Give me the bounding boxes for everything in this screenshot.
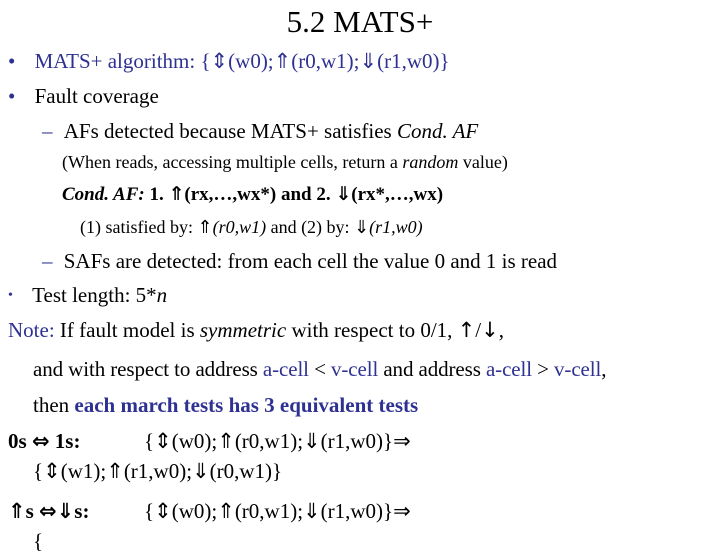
test-length-label: Test length: 5* (32, 283, 157, 307)
equiv-1-left: 0s (8, 429, 32, 453)
march-element-1: (w0); (228, 49, 274, 73)
satisfied-line (80, 218, 423, 237)
both-direction-arrow-icon: ⇕ (43, 459, 61, 483)
up-arrow-icon: ↑ (457, 318, 476, 342)
down-arrow-icon: ⇓ (335, 183, 352, 205)
down-arrow-icon: ⇓ (303, 429, 321, 453)
up-arrow-icon: ⇑ (273, 49, 292, 73)
cond-and: and 2. (276, 184, 336, 205)
equiv-2-left: s (25, 499, 40, 523)
note-line-2 (33, 359, 606, 380)
both-direction-arrow-icon: ⇕ (210, 49, 229, 73)
af-text: AFs detected because MATS+ satisfies (63, 119, 397, 143)
cond-1: (rx,…,wx*) (184, 184, 277, 205)
note-line2-end: , (601, 357, 607, 381)
equiv-1-line (8, 431, 80, 452)
equiv-2-right: s: (74, 499, 90, 523)
saf-line (42, 251, 557, 272)
note-line-1 (8, 320, 504, 341)
brace: { (33, 529, 44, 553)
march-element-2: (r0,w1); (291, 49, 360, 73)
note-gt: > (531, 357, 555, 381)
note-line-3 (33, 395, 418, 416)
note-lt: < (308, 357, 331, 381)
a-cell-term: a-cell (485, 357, 532, 381)
down-arrow-icon: ⇓ (192, 459, 210, 483)
slide-title: 5.2 MATS+ (286, 4, 434, 39)
march-element-3: (r1,w0)} (320, 429, 394, 453)
implies-arrow-icon: ⇒ (393, 499, 411, 523)
af-note-a: (When reads, accessing multiple cells, return a (62, 152, 403, 172)
bullet: • (8, 84, 16, 108)
up-arrow-icon: ⇑ (217, 429, 235, 453)
a-cell-term: a-cell (262, 357, 309, 381)
test-length-line (8, 285, 167, 306)
af-line (42, 121, 478, 142)
note-label: Note: (8, 318, 55, 342)
down-arrow-icon: ⇓ (56, 499, 75, 523)
equivalence-arrow-icon: ⇔ (39, 499, 57, 523)
cond-af-prefix: Cond. AF: (62, 184, 145, 205)
note-then: then (33, 393, 75, 417)
af-note (62, 153, 508, 171)
up-arrow-icon: ⇑ (197, 217, 213, 238)
cond-af-line (62, 185, 443, 204)
march-element-1: (w0); (171, 429, 218, 453)
af-note-b: value) (458, 152, 508, 172)
up-arrow-icon: ⇑ (217, 499, 235, 523)
up-arrow-icon: ⇑ (168, 183, 185, 205)
equiv-2-result-partial (33, 531, 43, 552)
algorithm-label: MATS+ algorithm: { (34, 49, 211, 73)
march-element-1: (w0); (171, 499, 218, 523)
equivalence-arrow-icon: ⇔ (31, 429, 50, 453)
up-arrow-icon: ⇑ (8, 499, 26, 523)
af-note-random: random (402, 152, 459, 172)
dash: – (42, 249, 53, 273)
result-element-1: (w1); (60, 459, 107, 483)
down-arrow-icon: ⇓ (354, 217, 370, 238)
fault-coverage-label: Fault coverage (34, 84, 159, 108)
note-sep: / (475, 318, 482, 342)
down-arrow-icon: ⇓ (303, 499, 321, 523)
up-arrow-icon: ⇑ (106, 459, 124, 483)
brace: { (144, 499, 155, 523)
down-arrow-icon: ↓ (481, 318, 499, 342)
note-b: with respect to 0/1, (286, 318, 458, 342)
note-equivalent-tests: each march tests has 3 equivalent tests (74, 393, 419, 417)
af-cond: Cond. AF (396, 119, 479, 143)
cond-1-num: 1. (144, 184, 169, 205)
dash: – (42, 119, 53, 143)
bullet: • (8, 49, 16, 73)
march-element-2: (r0,w1); (234, 429, 304, 453)
cond-2: (rx*,…,wx) (351, 184, 444, 205)
note-line2-b: and address (378, 357, 486, 381)
saf-text: SAFs are detected: from each cell the value 0 and 1 is read (63, 249, 558, 273)
note-line2-a: and with respect to address (33, 357, 263, 381)
fault-coverage-line (8, 86, 159, 107)
equiv-1-march (144, 431, 411, 452)
note-symmetric: symmetric (199, 318, 287, 342)
sat-2-element: (r1,w0) (369, 217, 423, 237)
result-element-3: (r0,w1)} (209, 459, 283, 483)
note-a: If fault model is (54, 318, 200, 342)
equiv-2-march (144, 501, 411, 522)
both-direction-arrow-icon: ⇕ (154, 499, 172, 523)
implies-arrow-icon: ⇒ (393, 429, 411, 453)
both-direction-arrow-icon: ⇕ (154, 429, 172, 453)
sat-1: (1) satisfied by: (80, 217, 198, 237)
result-element-2: (r1,w0); (123, 459, 193, 483)
march-element-3: (r1,w0)} (377, 49, 450, 73)
v-cell-term: v-cell (330, 357, 379, 381)
note-comma: , (498, 318, 504, 342)
brace: { (144, 429, 155, 453)
algorithm-line (8, 51, 450, 72)
brace: { (33, 459, 44, 483)
march-element-3: (r1,w0)} (320, 499, 394, 523)
v-cell-term: v-cell (554, 357, 602, 381)
march-element-2: (r0,w1); (234, 499, 304, 523)
sat-and: and (2) by: (266, 217, 355, 237)
test-length-n: n (156, 283, 168, 307)
equiv-2-line (8, 501, 89, 522)
down-arrow-icon: ⇓ (359, 49, 378, 73)
sat-1-element: (r0,w1) (212, 217, 267, 237)
bullet: • (8, 288, 13, 303)
equiv-1-result (33, 461, 282, 482)
equiv-1-right: 1s: (49, 429, 81, 453)
